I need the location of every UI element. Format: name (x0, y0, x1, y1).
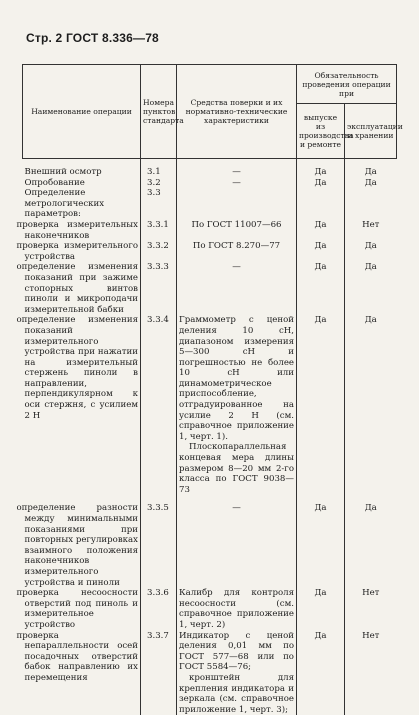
table-row (23, 315, 397, 495)
means-cell: — (177, 262, 297, 315)
operation-cell: проверка измерительного устройства (16, 241, 138, 262)
release-value: Да (297, 220, 345, 241)
item-number: 3.3.5 (141, 495, 177, 588)
means-cell (177, 188, 297, 220)
operation-cell: проверка измерительных наконечников (16, 219, 138, 241)
col-header-operation: Наименование операции (23, 65, 141, 159)
operation-cell: Внешний осмотр (24, 167, 102, 177)
col-header-operation-use: эксплуатации и хранении (345, 104, 397, 159)
item-number: 3.3.1 (141, 220, 177, 241)
means-cell: — (177, 495, 297, 588)
release-value: Да (297, 631, 345, 715)
table-row (23, 588, 397, 630)
release-value: Да (297, 588, 345, 630)
operation-cell: Определение метрологических параметров: (24, 188, 105, 220)
item-number: 3.3.7 (141, 631, 177, 715)
operation-use-value: Нет (345, 220, 397, 241)
col-header-release: выпуске из производства и ремонте (297, 104, 345, 159)
release-value: Да (297, 315, 345, 495)
operation-cell: проверка несоосности отверстий под пиноль и измерительное устройство (16, 588, 138, 630)
table-row (23, 159, 397, 178)
col-header-item-numbers: Номера пунктов стандарта (141, 65, 177, 159)
operation-use-value: Да (345, 159, 397, 178)
release-value: Да (297, 159, 345, 178)
means-text: Индикатор с ценой деления 0,01 мм по ГОСТ 577—68 или по ГОСТ 5584—76; (179, 630, 294, 673)
release-value: Да (297, 178, 345, 189)
item-number: 3.1 (141, 159, 177, 178)
operation-cell: определение разности между минимальными показаниями при повторных регулировках взаимного положения наконечников измерительного устройства и пиноли (16, 503, 139, 588)
table-row (23, 178, 397, 189)
col-header-means: Средства поверки и их нормативно-технические характеристики (177, 65, 297, 159)
operation-use-value: Да (345, 262, 397, 315)
operation-use-value (345, 188, 397, 220)
means-extra-text: кронштейн для крепления индикатора и зеркала (см. справочное приложение 1, черт. 3); (179, 672, 294, 715)
table-row (23, 220, 397, 241)
operation-use-value: Да (345, 495, 397, 588)
table-row (23, 241, 397, 262)
item-number: 3.3 (141, 188, 177, 220)
item-number: 3.3.4 (141, 315, 177, 495)
item-number: 3.2 (141, 178, 177, 189)
means-cell: По ГОСТ 11007—66 (177, 220, 297, 241)
release-value: Да (297, 241, 345, 262)
operation-cell: определение изменения показаний измерительного устройства при нажатии на измерительный стержень пиноли в направлении, перпендикулярном к оси стержня, с усилием 2 Н (16, 315, 138, 421)
means-cell: — (177, 159, 297, 178)
item-number: 3.3.2 (141, 241, 177, 262)
release-value (297, 188, 345, 220)
verification-operations-table (16, 64, 403, 715)
table-row (23, 188, 397, 220)
means-cell (177, 631, 297, 715)
item-number: 3.3.3 (141, 262, 177, 315)
operation-cell: определение изменения показаний при зажиме стопорных винтов пиноли и микроподачи измерительной бабки (16, 262, 138, 315)
operation-cell: Опробование (24, 177, 85, 188)
means-cell: — (177, 178, 297, 189)
operation-use-value: Да (345, 178, 397, 189)
page-header: Стр. 2 ГОСТ 8.336—78 (26, 31, 159, 45)
means-text: Граммометр с ценой деления 10 сН, диапазоном измерения 5—300 сН и погрешностью не более 10 сН или динамометрическое приспособление, отградуированное на усилие 2 Н (см. справочное приложение 1, черт. 1). (179, 315, 294, 442)
means-cell: По ГОСТ 8.270—77 (177, 241, 297, 262)
release-value: Да (297, 495, 345, 588)
means-extra-text: Плоскопараллельная концевая мера длины размером 8—20 мм 2-го класса по ГОСТ 9038—73 (179, 442, 294, 495)
operation-cell: проверка непараллельности осей посадочных отверстий бабок направлению их перемещения (16, 630, 138, 683)
table-row (23, 262, 397, 315)
operation-use-value: Да (345, 315, 397, 495)
table-row (23, 631, 397, 715)
table-row (23, 495, 397, 588)
col-header-mandatory: Обязательность проведения операции при (297, 65, 397, 104)
operation-use-value: Нет (345, 631, 397, 715)
means-cell: Калибр для контроля несоосности (см. справочное приложение 1, черт. 2) (177, 588, 297, 630)
operation-use-value: Нет (345, 588, 397, 630)
operation-use-value: Да (345, 241, 397, 262)
means-cell (177, 315, 297, 495)
item-number: 3.3.6 (141, 588, 177, 630)
release-value: Да (297, 262, 345, 315)
